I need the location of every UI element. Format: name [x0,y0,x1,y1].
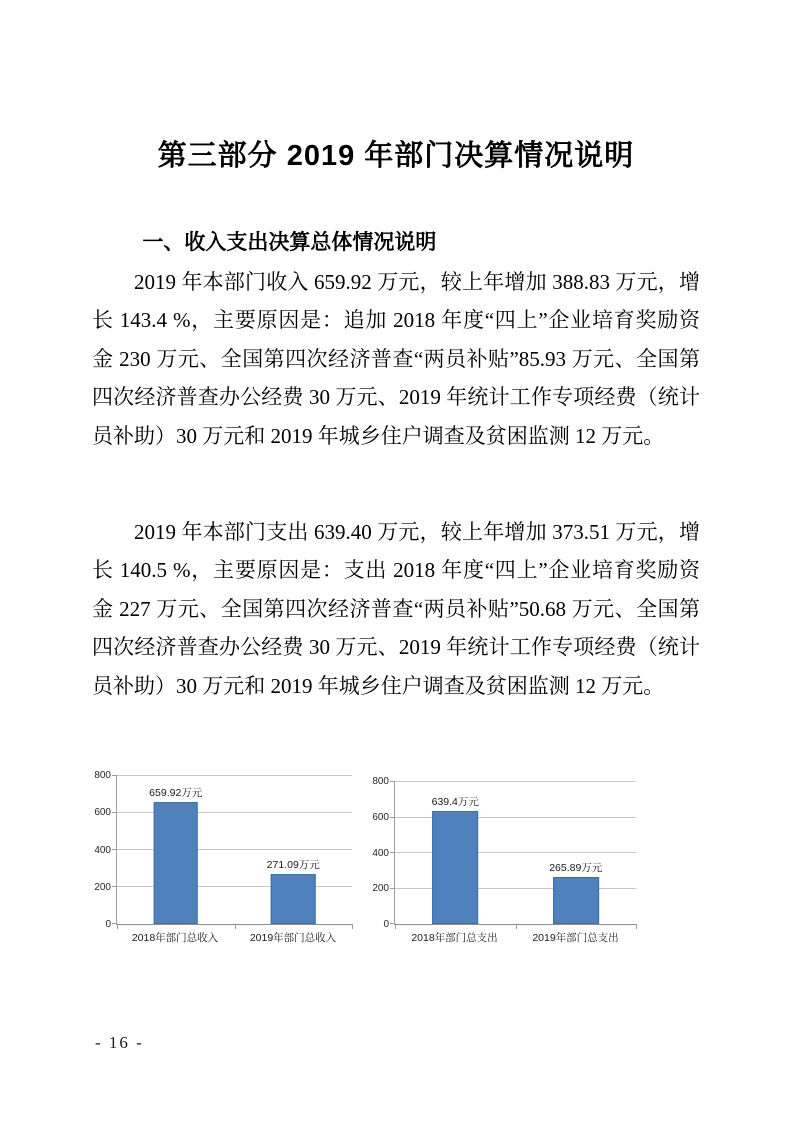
x-tick-mark [636,924,637,929]
x-tick-mark [235,924,236,929]
bar-0 [431,795,479,924]
chart-body [368,776,636,930]
y-axis [368,776,394,930]
y-tick-label: 0 [105,919,111,930]
y-tick-label: 600 [94,807,111,819]
y-tick-label: 800 [372,776,389,787]
bar-chart-total-expenditure [368,776,636,945]
y-tick-label: 800 [94,770,111,781]
section-heading: 一、收入支出决算总体情况说明 [142,231,437,254]
x-category-label: 2018年部门总支出 [411,932,498,944]
y-tick-label: 200 [94,881,111,893]
bar-1 [549,861,603,924]
x-tick-mark [516,924,517,929]
plot-area [116,776,352,925]
x-tick-mark [352,924,353,929]
x-tick-mark [117,924,118,929]
bar-value-label: 265.89万元 [549,861,603,874]
y-tick-label: 600 [372,811,389,823]
y-tick-label: 400 [372,847,389,859]
bar-slot [516,782,637,924]
bar-slot [235,776,353,924]
bar-0 [149,786,203,924]
y-tick-label: 400 [94,844,111,856]
x-category-label: 2019年部门总支出 [532,932,619,944]
bar-chart-total-income [90,770,352,945]
page-title: 第三部分 2019 年部门决算情况说明 [157,140,635,172]
bar-slot [395,782,516,924]
y-tick-label: 0 [383,919,389,930]
page-number: - 16 - [95,1033,144,1052]
paragraph-income: 2019 年本部门收入 659.92 万元，较上年增加 388.83 万元，增长 143.4 %，主要原因是：追加 2018 年度“四上”企业培育奖励资金 230 万元、全国第四次经济普查“两员补贴”85.93 万元、全国第四次经济普查办公经费 30 万元、2019 年统计工作专项经费（统计员补助）30 万元和 2019 年城乡住户调查及贫困监测 12 万元。 [92,270,700,448]
bar-1 [266,858,320,924]
x-tick-mark [395,924,396,929]
chart-body [90,770,352,930]
bar-value-label: 659.92万元 [149,786,203,799]
paragraph-expenditure: 2019 年本部门支出 639.40 万元，较上年增加 373.51 万元，增长 140.5 %，主要原因是：支出 2018 年度“四上”企业培育奖励资金 227 万元、全国第四次经济普查“两员补贴”50.68 万元、全国第四次经济普查办公经费 30 万元、2019 年统计工作专项经费（统计员补助）30 万元和 2019 年城乡住户调查及贫困监测 12 万元。 [92,520,700,698]
x-category-label: 2019年部门总收入 [249,932,337,944]
bar-value-label: 271.09万元 [266,858,320,871]
x-category-label: 2018年部门总收入 [131,932,219,944]
plot-area [394,782,636,925]
bar-slot [117,776,235,924]
bar-value-label: 639.4万元 [431,795,479,808]
charts-row [90,770,636,945]
y-tick-label: 200 [372,883,389,895]
y-axis [90,770,116,930]
